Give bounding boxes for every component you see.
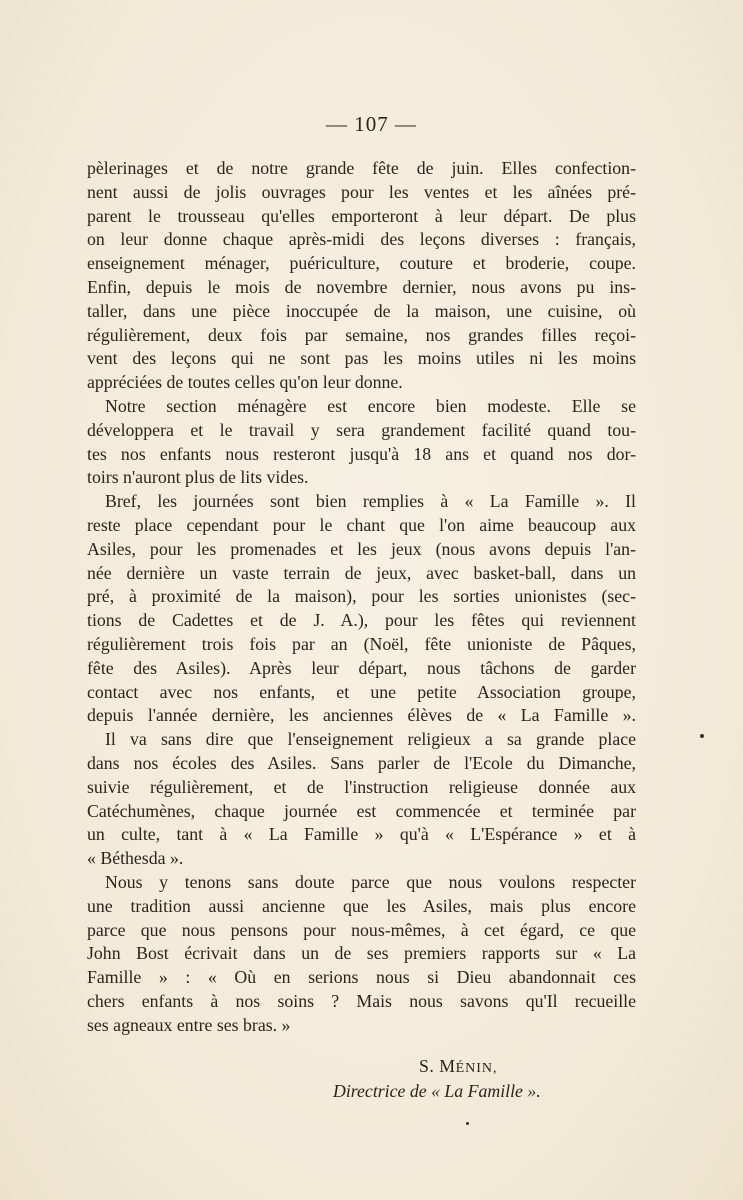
- text-line: pèlerinages et de notre grande fête de juin. Elles confection-: [87, 158, 636, 178]
- text-line: ses agneaux entre ses bras. »: [87, 1014, 291, 1035]
- text-line: Notre section ménagère est encore bien modeste. Elle se: [105, 395, 636, 416]
- text-line: John Bost écrivait dans un de ses premiers rapports sur « La: [87, 943, 636, 964]
- text-line: « Béthesda ».: [87, 848, 184, 869]
- text-line: pré, à proximité de la maison), pour les sorties unionistes (sec-: [87, 586, 636, 607]
- text-line: tions de Cadettes et de J. A.), pour les fêtes qui reviennent: [87, 610, 636, 631]
- text-line: Bref, les journées sont bien remplies à « La Famille ». Il: [105, 491, 636, 512]
- text-line: vent des leçons qui ne sont pas les moins utiles ni les moins: [87, 348, 636, 369]
- text-line: régulièrement, deux fois par semaine, nos grandes filles reçoi-: [87, 324, 636, 345]
- text-line: parent le trousseau qu'elles emporteront à leur départ. De plus: [87, 205, 636, 226]
- text-line: Asiles, pour les promenades et les jeux (nous avons depuis l'an-: [87, 538, 636, 559]
- text-line: enseignement ménager, puériculture, couture et broderie, coupe.: [87, 253, 636, 274]
- text-line: contact avec nos enfants, et une petite Association groupe,: [87, 681, 636, 702]
- text-line: taller, dans une pièce inoccupée de la maison, une cuisine, où: [87, 300, 636, 321]
- page-number: — 107 —: [326, 112, 417, 136]
- text-line: Enfin, depuis le mois de novembre dernier, nous avons pu ins-: [87, 276, 636, 297]
- text-line: toirs n'auront plus de lits vides.: [87, 467, 309, 488]
- text-line: appréciées de toutes celles qu'on leur donne.: [87, 372, 403, 393]
- text-line: dans nos écoles des Asiles. Sans parler de l'Ecole du Dimanche,: [87, 752, 636, 773]
- text-line: Il va sans dire que l'enseignement religieux a sa grande place: [105, 729, 636, 750]
- body-text: [87, 157, 636, 1037]
- text-line: fête des Asiles). Après leur départ, nous tâchons de garder: [87, 657, 636, 678]
- ink-speck: [466, 1122, 469, 1125]
- signature-title: Directrice de « La Famille ».: [333, 1081, 541, 1101]
- text-line: régulièrement trois fois par an (Noël, fête unioniste de Pâques,: [87, 633, 636, 654]
- text-line: depuis l'année dernière, les anciennes élèves de « La Famille ».: [87, 705, 636, 726]
- ink-speck: [700, 734, 704, 738]
- text-line: un culte, tant à « La Famille » qu'à « L'Espérance » et à: [87, 824, 636, 845]
- text-line: suivie régulièrement, et de l'instruction religieuse donnée aux: [87, 776, 636, 797]
- text-line: développera et le travail y sera grandement facilité quand tou-: [87, 419, 636, 440]
- text-line: nent aussi de jolis ouvrages pour les ventes et les aînées pré-: [87, 181, 636, 202]
- text-line: Nous y tenons sans doute parce que nous voulons respecter: [105, 871, 636, 892]
- text-line: tes nos enfants nous resteront jusqu'à 18 ans et quand nos dor-: [87, 443, 636, 464]
- text-line: une tradition aussi ancienne que les Asiles, mais plus encore: [87, 895, 636, 916]
- text-line: Catéchumènes, chaque journée est commencée et terminée par: [87, 800, 636, 821]
- signature-name: S. MÉNIN,: [419, 1056, 498, 1076]
- text-line: on leur donne chaque après-midi des leçons diverses : français,: [87, 229, 636, 250]
- text-line: parce que nous pensons pour nous-mêmes, à cet égard, ce que: [87, 919, 636, 940]
- text-line: Famille » : « Où en serions nous si Dieu abandonnait ces: [87, 967, 636, 988]
- text-line: reste place cependant pour le chant que l'on aime beaucoup aux: [87, 514, 636, 535]
- text-line: chers enfants à nos soins ? Mais nous savons qu'Il recueille: [87, 990, 636, 1011]
- text-line: née dernière un vaste terrain de jeux, avec basket-ball, dans un: [87, 562, 636, 583]
